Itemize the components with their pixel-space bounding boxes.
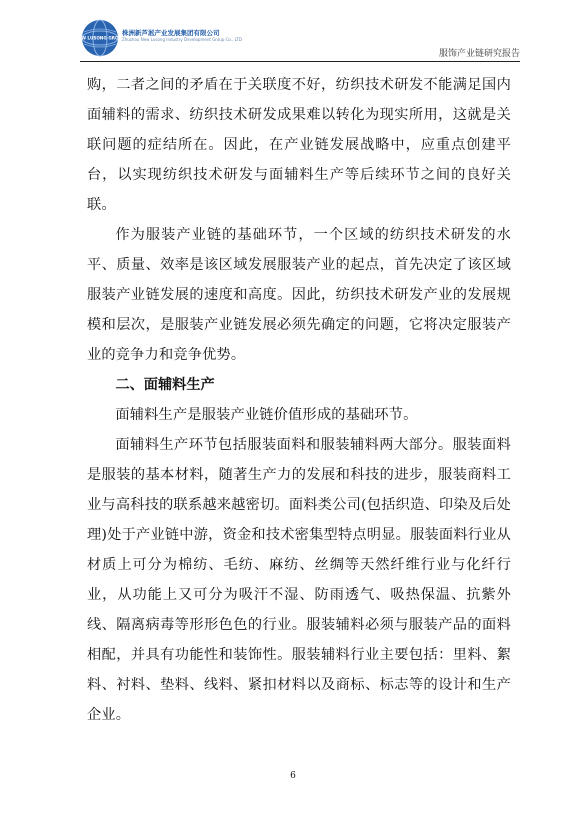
- page-header: [74, 18, 520, 60]
- paragraph-4: 面辅料生产环节包括服装面料和服装辅料两大部分。服装面料是服装的基本材料，随著生产力的发展和科技的进步，服装商料工业与高科技的联系越来越密切。面料类公司(包括织造、印染及后处理)处于产业链中游，资金和技术密集型特点明显。服装面料行业从材质上可分为棉纺、毛纺、麻纺、丝绸等天然纤维行业与化纤行业，从功能上又可分为吸汗不湿、防雨透气、吸热保温、抗紫外线、隔离病毒等形形色色的行业。服装辅料必须与服装产品的面料相配，并具有功能性和装饰性。服装辅料行业主要包括：里料、絮料、衬料、垫料、线料、紧扣材料以及商标、标志等的设计和生产企业。: [87, 437, 511, 723]
- paragraph-1: 购，二者之间的矛盾在于关联度不好，纺织技术研发不能满足国内面辅料的需求、纺织技术研发成果难以转化为现实所用，这就是关联问题的症结所在。因此，在产业链发展战略中，应重点创建平台，以实现纺织技术研发与面辅料生产等后续环节之间的良好关联。: [87, 77, 511, 213]
- paragraph-3: 面辅料生产是服装产业链价值形成的基础环节。: [115, 407, 418, 423]
- header-divider: [80, 61, 520, 62]
- page-body: [87, 70, 511, 730]
- company-logo-icon: [74, 18, 126, 58]
- company-name-en: Zhuzhou New Lusong Industry Development Group Co., LTD: [122, 37, 242, 42]
- section-heading: 二、面辅料生产: [115, 377, 215, 393]
- report-title: 服饰产业链研究报告: [438, 49, 520, 59]
- logo-text: NEW LUSONG GROUP: [74, 35, 126, 41]
- company-name: 株洲新芦淞产业发展集团有限公司: [122, 29, 220, 37]
- page-number: 6: [290, 771, 296, 781]
- paragraph-2: 作为服装产业链的基础环节，一个区域的纺织技术研发的水平、质量、效率是该区域发展服装产业的起点，首先决定了该区域服装产业链发展的速度和高度。因此，纺织技术研发产业的发展规模和层次，是服装产业链发展必须先确定的问题，它将决定服装产业的竞争力和竞争优势。: [87, 227, 511, 363]
